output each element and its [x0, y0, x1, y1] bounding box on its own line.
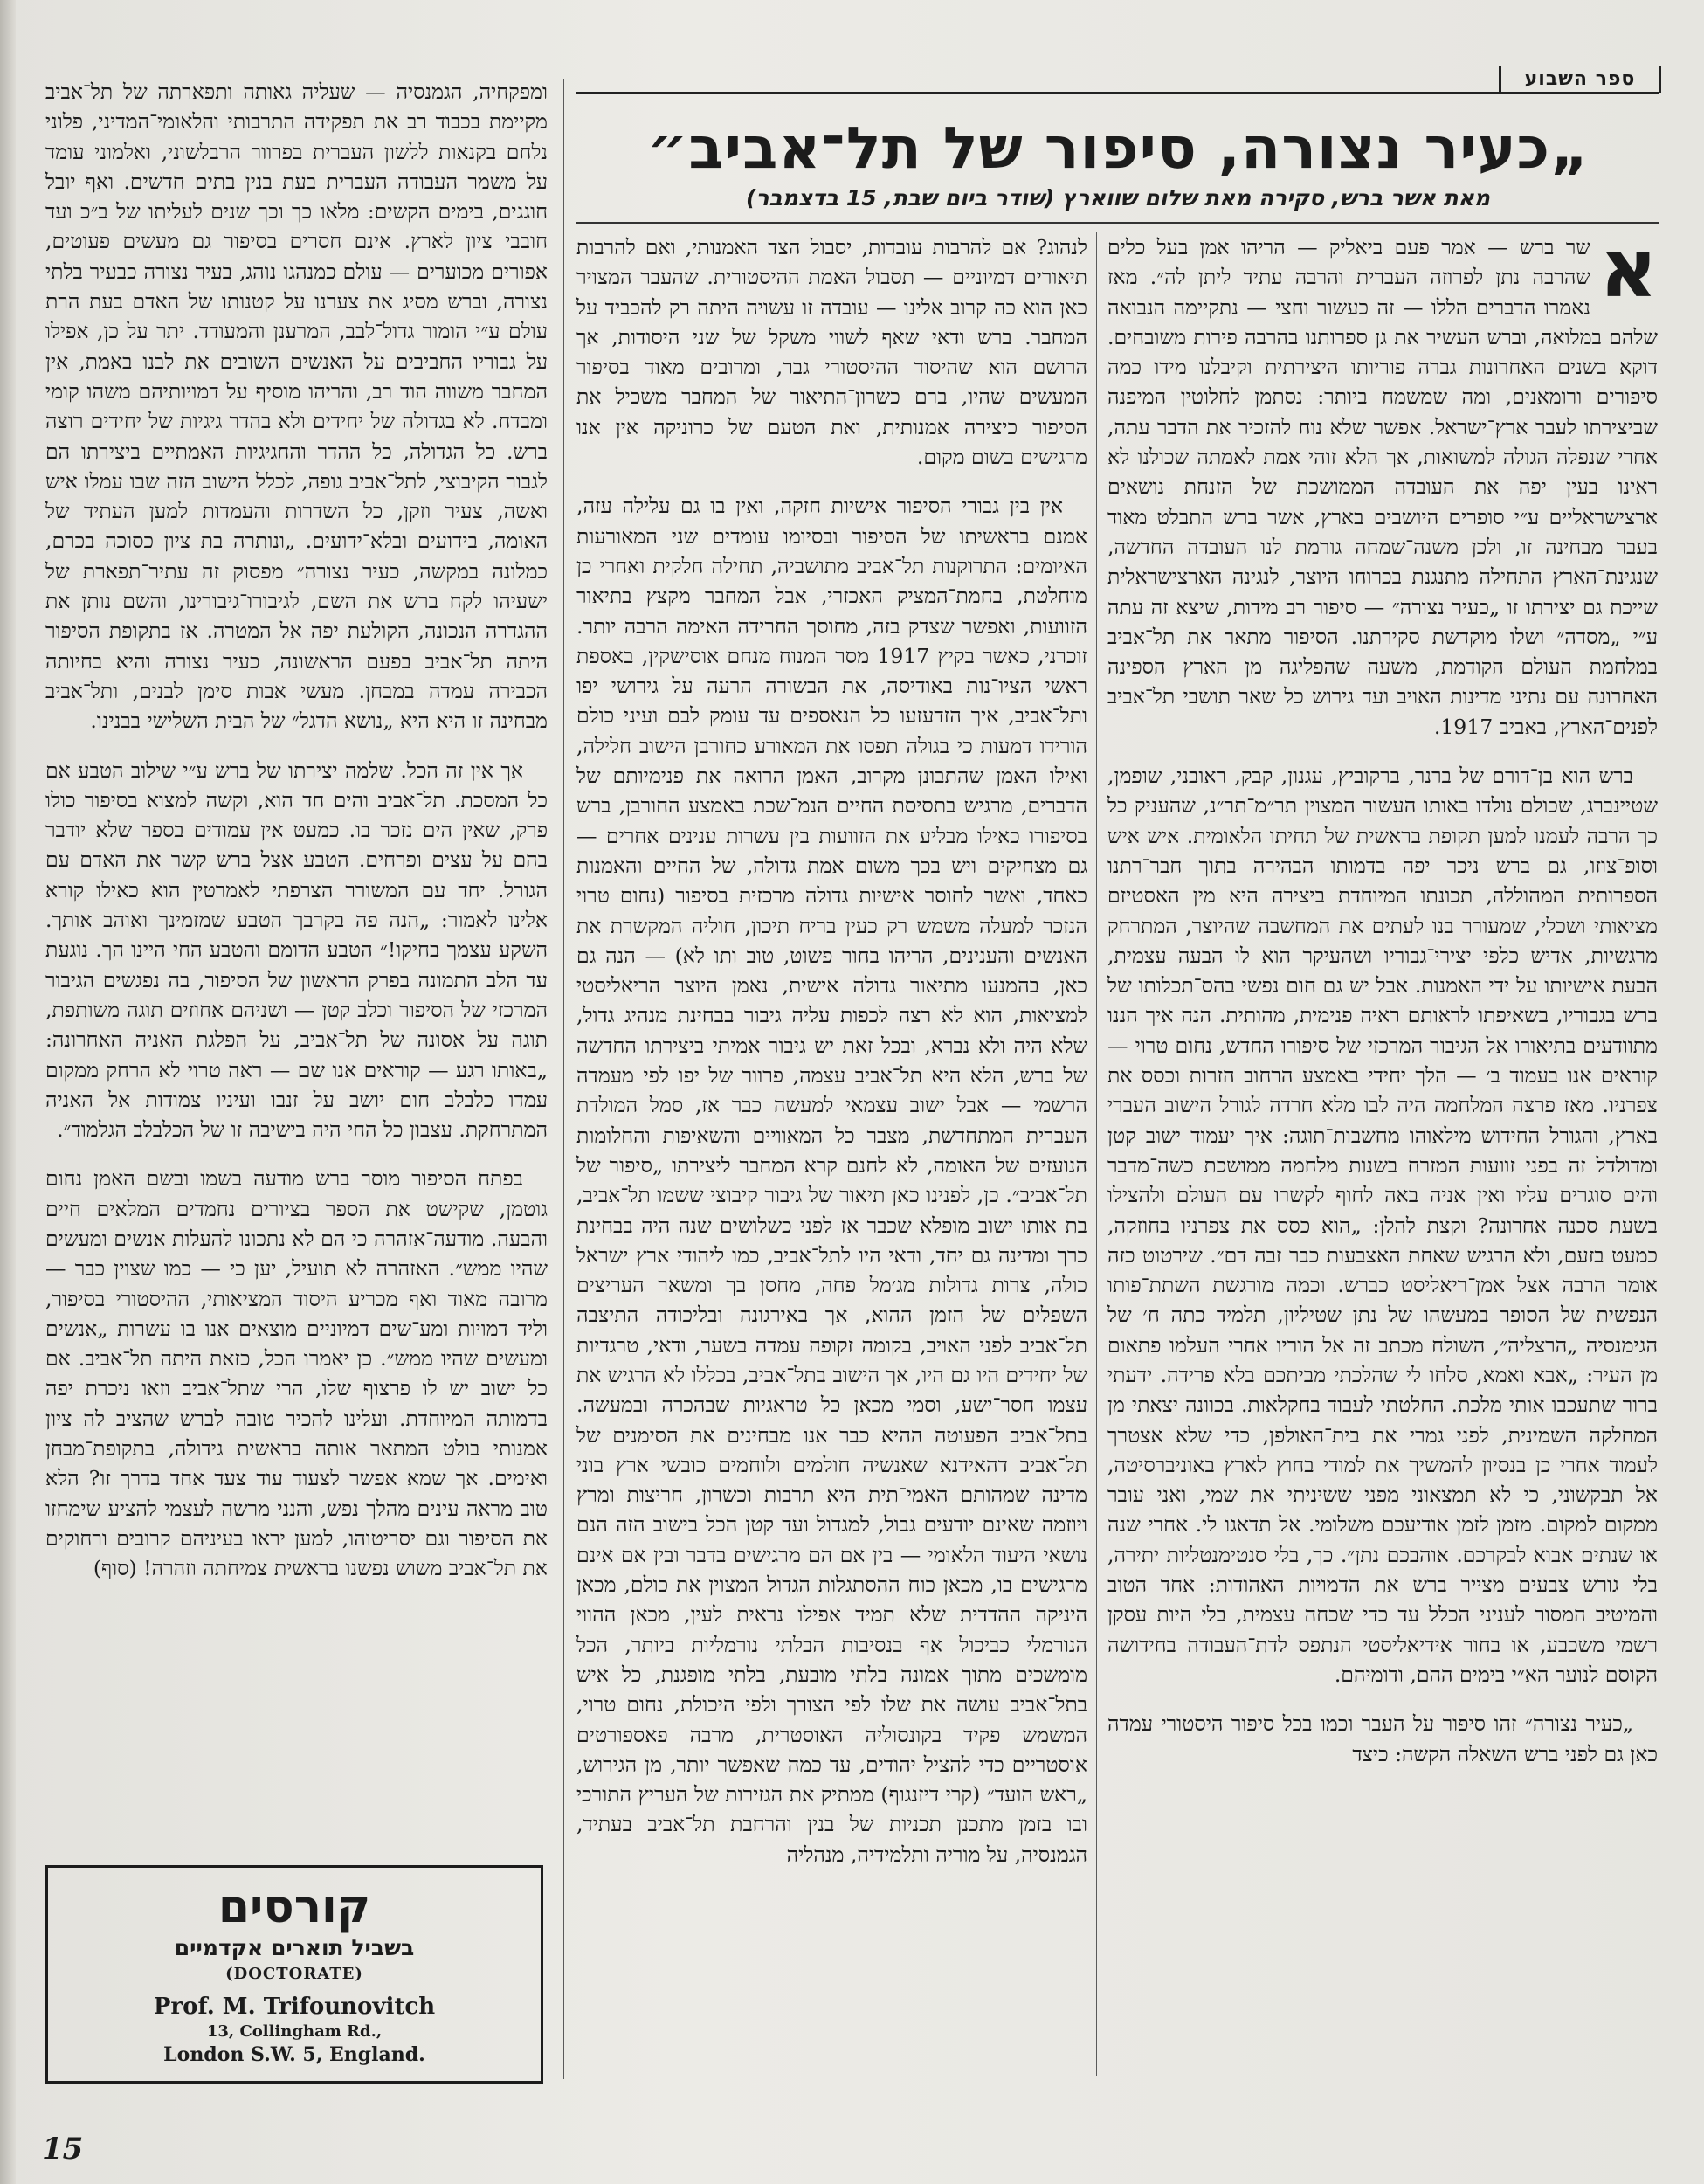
column-paragraph: לנהוג? אם להרבות עובדות, יסבול הצד האמנותי, ואם להרבות תיאורים דמיוניים — תסבול האמת ההיסטורית. שהעבר המצויר כאן הוא כה קרוב אלינו — עובדה זו עשויה היתה רק להכביד על המחבר. ברש ודאי שאף לשווי משקל של שני היסודות, אך הרושם הוא שהיסוד ההיסטורי גבר, ומרובים מאוד בסיפור המעשים שהיו, ברם כשרון־התיאור של המחבר משכיל את הסיפור כיצירה אמנותית, ואת הטעם של כרוניקה אין אנו מרגישים בשום מקום. — [576, 235, 1087, 470]
ad-address: 13, Collingham Rd., — [206, 2022, 383, 2041]
article-column-left — [45, 77, 548, 1850]
drop-cap: א — [1599, 232, 1658, 315]
column-divider — [1096, 232, 1097, 2076]
page-number: 15 — [42, 2132, 84, 2167]
column-paragraph: א שר ברש — אמר פעם ביאליק — הריהו אמן בעל כלים שהרבה נתן לפרוזה העברית והרבה עתיד ליתן לה״. מאז נאמרו הדברים הללו — זה כעשור וחצי — נתקיימה הנבואה שלהם במלואה, וברש העשיר את גן ספרותנו בהרבה פירות משובחים. דוקא בשנים האחרונות גברה פוריותו היצירתית וקיבלנו מידו כמה סיפורים ורומאנים, ומה שמשמח ביותר: נסתמן לחלוטין המיפנה שביצירתו לעבר ארץ־ישראל. אפשר שלא נוח להזכיר את הדבר עתה, אחרי שנפלה הגולה למשואות, אך הלא זוהי אמת לאמתה שכולנו לא ראינו בעין יפה את העובדה הממושכת של הזנחת נושאים ארצישראליים ע״י סופרים היושבים בארץ, אשר ברש התבלט מאוד בעבר מבחינה זו, ולכן משנה־שמחה גורמת לנו העובדה החדשה, שנגינת־הארץ התחילה מתנגנת בכרוחו היוצר, לנגינה הארצישראלית שייכת גם יצירתו זו „כעיר נצורה״ — סיפור רב מידות, שיצא זה עתה ע״י „מסדה״ ושלו מוקדשת סקירתנו. הסיפור מתאר את תל־אביב במלחמת העולם הקודמת, משעה שהפליגה מן הארץ הספינה האחרונה עם נתיני מדינות האויב ועד גירוש כל שאר תושבי תל־אביב לפנים־הארץ, באביב 1917. — [1107, 232, 1658, 739]
ad-professor-name: Prof. M. Trifounovitch — [153, 1994, 436, 2020]
article-byline: מאת אשר ברש, סקירה מאת שלום שווארץ (שודר ביום שבת, 15 בדצמבר) — [746, 185, 1490, 211]
ad-subtitle: בשביל תוארים אקדמיים — [174, 1935, 415, 1960]
article-column-middle — [576, 232, 1087, 2076]
section-rule — [576, 92, 1659, 94]
column-paragraph: ומפקחיה, הגמנסיה — שעליה גאותה ותפארתה של תל־אביב מקיימת בכבוד רב את תפקידה התרבותי והלאומי־המדיני, פלוני נלחם בקנאות ללשון העברית בפרוור הרבלשוני, ואלמוני עומד על משמר העבודה העברית בעת בנין בתים חדשים. ואף יובל חוגגים, בימים הקשים: מלאו כך וכך שנים לעליתו של ב״כ ועד חובבי ציון לארץ. אינם חסרים בסיפור גם מעשים פעוטים, אפורים מכוערים — עולם כמנהגו נוהג, בעיר נצורה כבעיר בלתי נצורה, וברש מסיג את צערנו על קטנותו של האדם בעת הרת עולם ע״י הומור גדול־לבב, המרענן והמעודד. יתר על כן, אפילו על גבוריו החביבים על האנשים השובים את לבנו באמת, אין המחבר משווה הוד רב, והריהו מוסיף על דמויותיהם משהו קומי ומבדח. לא בגדולה של יחידים ולא בהדר גיגיות של יחידים רוצה ברש. כל הגדולה, כל ההדר והחגיגיות האמתיים ביצירתו הם לגבור הקיבוצי, לתל־אביב גופה, לכלל הישוב הזה שבו עמלו איש ואשה, צעיר וזקן, כל השדרות והעמדות למען העתיד של האומה, בידועים ובלא־ידועים. „ונותרה בת ציון כסוכה בכרם, כמלונה במקשה, כעיר נצורה״ מפסוק זה עתיר־תפארת של ישעיהו לקח ברש את השם, לגיבורו־גיבורינו, והשם נותן את ההגדרה הנכונה, הקולעת יפה אל המטרה. אז בתקופת הסיפור היתה תל־אביב בפעם הראשונה, כעיר נצורה והיא בחיותה הכבירה עמדה במבחן. מעשי אבות סימן לבנים, ותל־אביב מבחינה זו היא היא „נושא הדגל״ של הבית השלישי בבנינו. — [45, 79, 548, 734]
section-tag: ספר השבוע — [1499, 66, 1661, 93]
ad-doctorate: (DOCTORATE) — [225, 1965, 363, 1983]
courses-advertisement — [45, 1865, 543, 2084]
byline-rule — [576, 222, 1659, 224]
column-paragraph: ברש הוא בן־דורם של ברנר, ברקוביץ, עגנון, קבק, ראובני, שופמן, שטיינברג, שכולם נולדו באותו העשור המצוין תר״מ־תר״נ, שהעניק כל כך הרבה לעמנו למען תקופת בראשית של תחיתו הלאומית. איש איש וסופ־צוזו, גם ברש ניכר יפה בדמותו הבהירה בתוך חבר־רתנו הספרותית המהוללה, תכונתו המיוחדת ביצירה היא מין האסטיזם מציאותי ושכלי, שמעורר בנו לעתים את המחשבה שהיוצר, המתרחק מרגשיות, אדיש כלפי יצירי־גבוריו ושהעיקר הוא לו הבעה עצמית, הבעת אישיותו על ידי האמנות. אבל יש גם חום נפשי בהס־תכלותו של ברש בגבוריו, בשאיפתו לראותם ראיה פנימית, מהותית. הנה איך הננו מתוודעים בתיאורו אל הגיבור המרכזי של סיפורו החדש, נחום טרוי — קוראים אנו בעמוד ב׳ — הלך יחידי באמצע הרחוב הזרות וכסס את צפרניו. מאז פרצה המלחמה היה לבו מלא חרדה לגורל הישוב העברי בארץ, והגורל החידוש מילאוהו מחשבות־תוגה: איך יעמוד ישוב קטן ומדולדל זה בפני זוועות המזרח בשנות מלחמה ממושכת כשה־מדבר והים סוגרים עליו ואין אניה באה לחוף לקשרו עם העולם ולהצילו בשעת סכנה אחרונה? וקצת להלן: „הוא כסס את צפרניו בחוזקה, כמעט בזעם, ולא הרגיש שאחת האצבעות כבר זבה דם״. שירטוט כזה אומר הרבה אצל אמן־ריאליסט כברש. וכמה מורגשת השתת־פותו הנפשית של הסופר במעשהו של נתן שטיליון, תלמיד כתה ח׳ של הגימנסיה „הרצליה״, השולח מכתב זה אל הוריו אחרי העלמו פתאום מן העיר: „אבא ואמא, סלחו לי שהלכתי מביתכם בלא פרידה. ידעתי ברור שתעכבו אותי מלכת. החלטתי לעבוד בחקלאות. בכוונה יצאתי מן המחלקה השמינית, לפני גמרי את בית־האולפן, כדי שלא אצטרך לעמוד אחרי כן בנסיון להמשיך את למודי בחוץ לארץ באוניברסיטה, אל תבקשוני, כי לא תמצאוני מפני ששיניתי את שמי, ואני עובר ממקום למקום. מזמן לזמן אודיעכם משלומי. אל תדאגו לי. אחרי שנה או שנתים אבוא לבקרכם. אוהבכם נתן״. כך, בלי סנטימנטליות יתירה, בלי גורש צבעים מצייר ברש את הדמויות האהודות: אחד הטוב והמיטיב המסור לעניני הכלל עד כדי שכחה עצמית, בלי היות עסקן רשמי משכבע, או בחור אידיאליסטי הנתפס לדת־העבודה בחידושה הקוסם לנוער הא״י בימים ההם, ודומיהם. — [1107, 764, 1658, 1687]
ad-city: London S.W. 5, England. — [163, 2043, 425, 2066]
column-paragraph: בפתח הסיפור מוסר ברש מודעה בשמו ובשם האמן נחום גוטמן, שקישט את הספר בציורים נחמדים המלאים חיים והבעה. מודעה־אזהרה כי הם לא נתכונו להעלות אנשים ומעשים שהיו ממש״. האזהרה לא תועיל, יען כי — כמו שצוין כבר — מרובה מאוד ואף מכריע היסוד המציאותי, ההיסטורי בסיפור, וליד דמויות ומע־שים דמיוניים מוצאים אנו בו עשרות „אנשים ומעשים שהיו ממש״. כן יאמרו הכל, כזאת היתה תל־אביב. אם כל ישוב יש לו פרצוף שלו, הרי שתל־אביב וזאו ניכרת יפה בדמותה המיוחדת. ועלינו להכיר טובה לברש שהציב לה ציון אמנותי בולט המתאר אותה בראשית גידולה, בתקופת־מבחן ואימים. אך שמא אפשר לצעוד עוד צעד אחד בדרך זו? הלא טוב מראה עינים מהלך נפש, והנני מרשה לעצמי להציע שימחזו את הסיפור וגם יסריטוהו, למען יראו בעיניהם קרובים ורחוקים את תל־אביב משוש נפשנו בראשית צמיחתה וזהרה! (סוף) — [45, 1166, 548, 1581]
ad-title: קורסים — [217, 1881, 371, 1933]
article-headline: „כעיר נצורה, סיפור של תל־אביב״ — [646, 114, 1590, 182]
column-paragraph: אין בין גבורי הסיפור אישיות חזקה, ואין בו גם עלילה עזה, אמנם בראשיתו של הסיפור ובסיומו עומדים שני המאורעות האיומים: התרוקנות תל־אביב מתושביה, תחילה חלקית ואחרי כן מוחלטת, בחמת־המציק האכזרי, אבל המחבר מקצץ בתיאור הזוועות, ואפשר שצדק בזה, מחוסך החרידה האימה הרבה יותר. זוכרני, כאשר בקיץ 1917 מסר המנוח מנחם אוסישקין, באספת ראשי הציו־נות באודיסה, את הבשורה הרעה על גירושי יפו ותל־אביב, איך הזדעזעו כל הנאספים עד עומק לבם ועיני כולם הורידו דמעות כי בגולה תפסו את המאורע כחורבן הישוב חלילה, ואילו האמן שהתבונן מקרוב, האמן הרואה את פנימיותם של הדברים, מרגיש בתסיסת החיים הנמ־שכת באמצע החורבן, ברש בסיפורו כאילו מבליע את הזוועות בין עשרות ענינים אחרים — גם מצחיקים ויש בכך משום אמת גדולה, של החיים והאמנות כאחד, ואשר לחוסר אישיות גדולה מרכזית בסיפור (נחום טרוי הנזכר למעלה משמש רק כעין בריח תיכון, חוליה המקשרת את האנשים והענינים, הריהו בחור פשוט, טוב ותו לא) — הנה גם כאן, בהמנעו מתיאור גדולה אישית, נאמן היוצר הריאליסטי למציאות, הוא לא רצה לכפות עליה גיבור בבחינת מנהיג גדול, שלא היה ולא נברא, ובכל זאת יש גיבור אמיתי ביצירתו החדשה של ברש, הלא היא תל־אביב עצמה, פרוור של יפו לפי מעמדה הרשמי — אבל ישוב עצמאי למעשה כבר אז, סמל המולדת העברית המתחדשת, מצבר כל המאוויים והשאיפות והחלומות הנועזים של האומה, לא לחנם קרא המחבר ליצירתו „סיפור של תל־אביב״. כן, לפנינו כאן תיאור של גיבור קיבוצי ששמו תל־אביב, בת אותו ישוב מופלא שכבר אז לפני כשלושים שנה היה בבחינת כרך ומדינה גם יחד, ודאי היו לתל־אביב, כמו ליהודי ארץ ישראל כולה, צרות גדולות מג׳מל פחה, מחסן בך ומשאר העריצים השפלים של הזמן ההוא, אך באירגונה ובליכודה התיצבה תל־אביב לפני האויב, בקומה זקופה עמדה בשער, ודאי, טרגדיות של יחידים היו גם היו, אך הישוב בתל־אביב, בכללו לא הרגיש את עצמו חסר־ישע, וסמי מכאן כל טראגיות שבהכרה ובמעשה. בתל־אביב הפעוטה ההיא כבר אנו מבחינים את הסימנים של תל־אביב דהאידנא שאנשיה חולמים ולוחמים כובשי ארץ בוני מדינה שמהותם האמי־תית היא תרבות וכשרון, חריצות ומרץ ויוזמה שאינם יודעים גבול, למגדול ועד קטן הכל בישוב הזה הנם נושאי היעוד הלאומי — בין אם הם מרגישים בדבר ובין אם אינם מרגישים בו, מכאן כוח ההסתגלות הגדול המצוין את כולם, מכאן היניקה ההדדית שלא תמיד אפילו נראית לעין, מכאן ההווי הנורמלי כביכול אף בנסיבות הבלתי נורמליות ביותר, הכל מומשכים מתוך אמונה בלתי מובעת, בלתי מופגנת, כל איש בתל־אביב עושה את שלו לפי הצורך ולפי היכולת, נחום טרוי, המשמש פקיד בקונסוליה האוסטרית, מרבה פאספורטים אוסטריים כדי להציל יהודים, עד כמה שאפשר יותר, מן הגירוש, „ראש הועד״ (קרי דיזנגוף) ממתיק את הגזירות של העריץ התורכי ובו בזמן מתכנן תכניות של בנין והרחבת תל־אביב בעתיד, הגמנסיה, על מוריה ותלמידיה, מנהליה — [576, 494, 1087, 1867]
article-column-right — [1107, 232, 1658, 2076]
column-divider — [563, 79, 564, 2079]
column-paragraph: „כעיר נצורה״ זהו סיפור על העבר וכמו בכל סיפור היסטורי עמדה כאן גם לפני ברש השאלה הקשה: כיצד — [1107, 1711, 1658, 1766]
column-paragraph: אך אין זה הכל. שלמה יצירתו של ברש ע״י שילוב הטבע אם כל המסכת. תל־אביב והים חד הוא, וקשה למצוא בסיפור כולו פרק, שאין הים נזכר בו. כמעט אין עמודים בספר שלא יודבר בהם על עצים ופרחים. הטבע אצל ברש קשר את האדם עם הגורל. יחד עם המשורר הצרפתי לאמרטין הוא כאילו קורא אלינו לאמור: „הנה פה בקרבך הטבע שמזמינך ואוהב אותך. השקע עצמך בחיקו!״ הטבע הדומם והטבע החי היינו הך. נוגעת עד הלב התמונה בפרק הראשון של הסיפור, בה נפגשים הגיבור המרכזי של הסיפור וכלב קטן — ושניהם אחוזים תוגה משותפת, תוגה על אסונה של תל־אביב, על הפלגת האניה האחרונה: „באותו רגע — קוראים אנו שם — ראה טרוי לא הרחק ממקום עמדו כלבלב חום יושב על זנבו ועיניו צמודות אל האניה המתרחקת. עצבון כל החי היה בישיבה זו של הכלבלב הגלמוד״. — [45, 757, 548, 1143]
